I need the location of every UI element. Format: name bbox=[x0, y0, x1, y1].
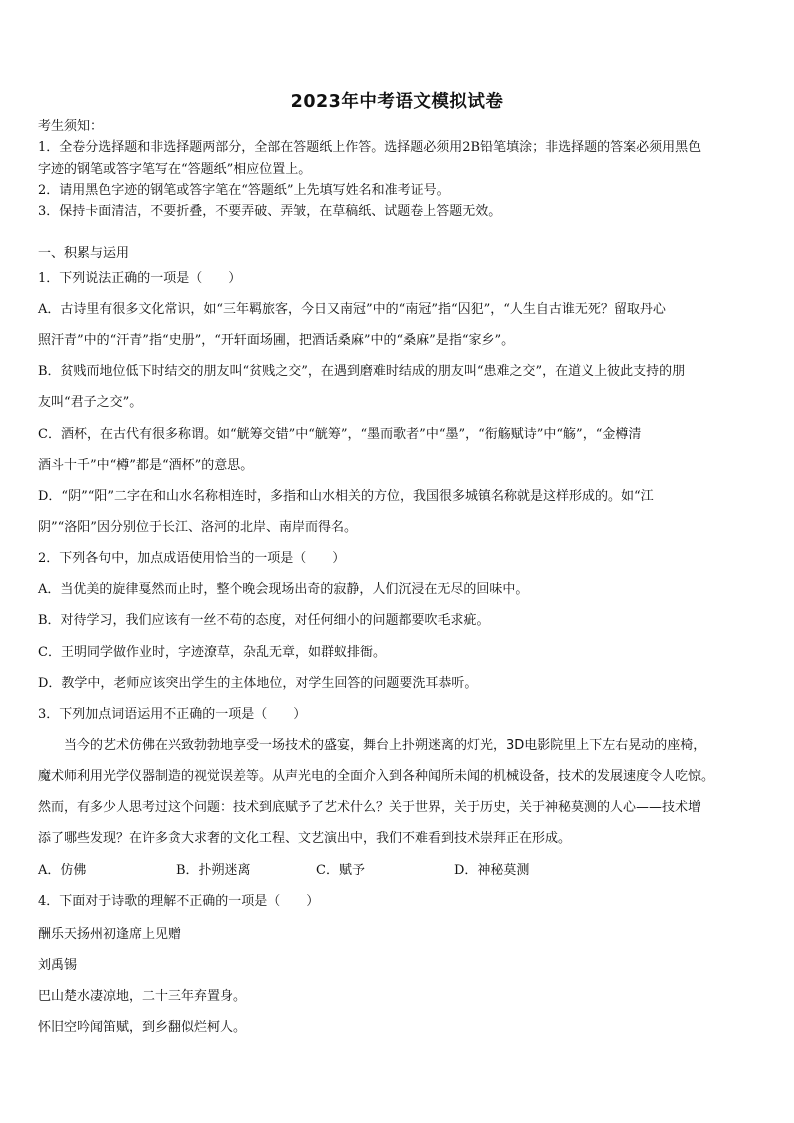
question-2-option: A．当优美的旋律戛然而止时，整个晚会现场出奇的寂静，人们沉浸在无尽的回味中。 bbox=[38, 582, 529, 597]
poem-verse: 怀旧空吟闻笛赋，到乡翻似烂柯人。 bbox=[38, 1020, 247, 1035]
question-1-stem: 1．下列说法正确的一项是（ ） bbox=[38, 271, 242, 286]
question-3-passage: 魔术师利用光学仪器制造的视觉误差等。从声光电的全面介入到各种闻所未闻的机械设备，技术的发展速度令人吃惊。 bbox=[38, 769, 715, 784]
question-1-text: 照汗青”中的“汗青”指“史册”，“开轩面场圃，把酒话桑麻”中的“桑麻”是指“家乡”。 bbox=[38, 333, 515, 348]
question-1-text: 友叫“君子之交”。 bbox=[38, 395, 143, 410]
notice-heading: 考生须知： bbox=[38, 119, 104, 134]
question-1-text: A．古诗里有很多文化常识，如“三年羁旅客，今日又南冠”中的“南冠”指“囚犯”，“人生自古谁无死？留取丹心 bbox=[38, 302, 666, 317]
question-3-option-d: D．神秘莫测 bbox=[454, 863, 530, 878]
question-3-option-a: A．仿佛 bbox=[38, 863, 87, 878]
notice-line: 字迹的钢笔或答字笔写在“答题纸”相应位置上。 bbox=[38, 162, 312, 177]
question-2-option: B．对待学习，我们应该有一丝不苟的态度，对任何细小的问题都要吹毛求疵。 bbox=[38, 613, 490, 628]
question-2-option: D．教学中，老师应该突出学生的主体地位，对学生回答的问题要洗耳恭听。 bbox=[38, 676, 478, 691]
question-3-passage: 添了哪些发现？在许多贪大求奢的文化工程、文艺演出中，我们不难看到技术崇拜正在形成。 bbox=[38, 831, 572, 846]
question-1-text: B．贫贱而地位低下时结交的朋友叫“贫贱之交”，在遇到磨难时结成的朋友叫“患难之交”，在道义上彼此支持的朋 bbox=[38, 364, 686, 379]
poem-title: 酬乐天扬州初逢席上见赠 bbox=[38, 927, 182, 942]
question-3-option-b: B．扑朔迷离 bbox=[176, 863, 251, 878]
question-1-text: 阴”“洛阳”因分别位于长江、洛河的北岸、南岸而得名。 bbox=[38, 520, 357, 535]
question-3-passage: 当今的艺术仿佛在兴致勃勃地享受一场技术的盛宴，舞台上扑朔迷离的灯光，3D电影院里上下左右晃动的座椅， bbox=[64, 738, 707, 753]
question-3-option-c: C．赋予 bbox=[316, 863, 365, 878]
question-1-text: 酒斗十千”中“樽”都是“酒杯”的意思。 bbox=[38, 458, 254, 473]
poem-author: 刘禹锡 bbox=[38, 958, 78, 973]
exam-title: 2023年中考语文模拟试卷 bbox=[290, 92, 504, 112]
question-2-stem: 2．下列各句中，加点成语使用恰当的一项是（ ） bbox=[38, 551, 346, 566]
question-2-option: C．王明同学做作业时，字迹潦草，杂乱无章，如群蚁排衙。 bbox=[38, 645, 386, 660]
question-3-passage: 然而，有多少人思考过这个问题：技术到底赋予了艺术什么？关于世界，关于历史，关于神秘莫测的人心——技术增 bbox=[38, 800, 702, 815]
notice-line: 3．保持卡面清洁，不要折叠，不要弄破、弄皱，在草稿纸、试题卷上答题无效。 bbox=[38, 204, 502, 219]
poem-verse: 巴山楚水凄凉地，二十三年弃置身。 bbox=[38, 989, 247, 1004]
notice-line: 2．请用黑色字迹的钢笔或答字笔在“答题纸”上先填写姓名和准考证号。 bbox=[38, 183, 450, 198]
question-4-stem: 4．下面对于诗歌的理解不正确的一项是（ ） bbox=[38, 894, 320, 909]
notice-line: 1．全卷分选择题和非选择题两部分，全部在答题纸上作答。选择题必须用2B铅笔填涂；非选择题的答案必须用黑色 bbox=[38, 140, 702, 155]
section-heading: 一、积累与运用 bbox=[38, 246, 130, 261]
question-3-stem: 3．下列加点词语运用不正确的一项是（ ） bbox=[38, 707, 307, 722]
question-1-text: C．酒杯，在古代有很多称谓。如“觥筹交错”中“觥筹”，“墨而歌者”中“墨”，“衔觞赋诗”中“觞”，“金樽清 bbox=[38, 427, 642, 442]
question-1-text: D．“阴”“阳”二字在和山水名称相连时，多指和山水相关的方位，我国很多城镇名称就是这样形成的。如“江 bbox=[38, 489, 654, 504]
